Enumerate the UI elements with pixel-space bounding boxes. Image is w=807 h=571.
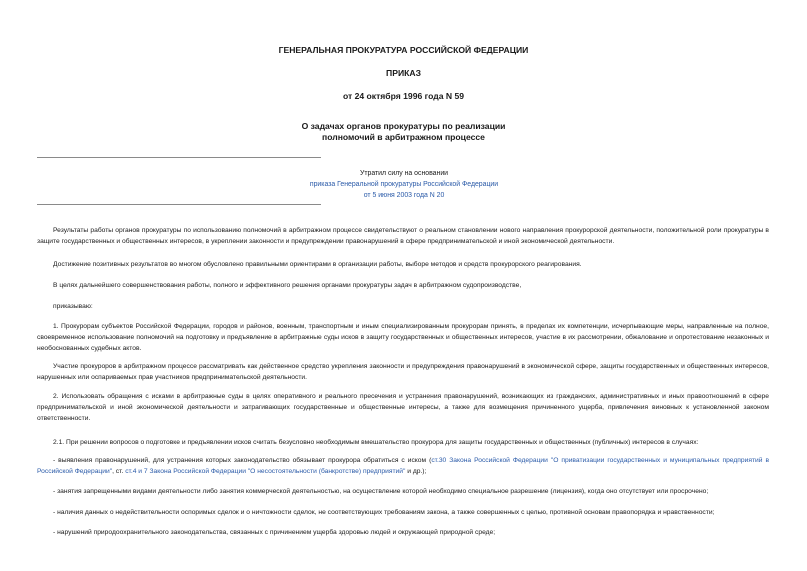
paragraph-purpose: В целях дальнейшего совершенствования работы, полного и эффективного решения органами прокуратуры задач в арбитражном судопроизводстве, [53,282,522,289]
repeal-order-link[interactable]: приказа Генеральной прокуратуры Российской Федерации [309,181,499,188]
document-date-number: от 24 октября 1996 года N 59 [342,91,465,101]
paragraph-invalid-transactions: - наличия данных о недействительности оспоримых сделок и о ничтожности сделок, не соответствующих требованиям закона, а также совершенных с целью, противной основам правопорядка и нравственности; [53,509,715,516]
org-name: ГЕНЕРАЛЬНАЯ ПРОКУРАТУРА РОССИЙСКОЙ ФЕДЕРАЦИИ [278,45,529,55]
repeal-order-date-link[interactable]: от 5 июня 2003 года N 20 [363,192,445,199]
document-type: ПРИКАЗ [386,68,421,78]
document-title-line-1: О задачах органов прокуратуры по реализации [301,121,506,131]
violations-text-c: и др.); [405,468,427,475]
paragraph-environmental: - нарушений природоохранительного законодательства, связанных с причинением ущерба здоровью людей и окружающей природной среде; [53,529,496,536]
violations-text-a: - выявления правонарушений, для устранения которых законодательство обязывает прокурора обратиться с иском ( [53,457,432,464]
paragraph-results: Результаты работы органов прокуратуры по использованию полномочий в арбитражном процессе свидетельствуют о реальном становлении нового направления прокурорской деятельности, положительной роли прокуратуры в защите государственных и общественных интересов, в укреплении законности и предупреждении правонарушений в сфере предпринимательской и иной экономической деятельности. [37,227,769,245]
paragraph-participation: Участие прокуроров в арбитражном процессе рассматривать как действенное средство укрепления законности и предупреждения правонарушений в экономической сфере, защиты государственных и общественных интересов, нарушенных или оспариваемых прав участников предпринимательской деятельности. [37,363,769,381]
paragraph-violations [37,455,769,477]
status-note-line: Утратил силу на основании [359,170,449,177]
paragraph-item-2: 2. Использовать обращения с исками в арбитражные суды в целях оперативного и реального пресечения и устранения правонарушений, возникающих из гражданских, административных и иных правоотношений в сфере предпринимательской и иной экономической деятельности и затрагивающих государственные и общественные интересы, а также для возмещения причиненного ущерба, привлечения виновных к установленной законом ответственности. [37,393,769,422]
paragraph-item-2-1: 2.1. При решении вопросов о подготовке и предъявлении исков считать безусловно необходимым вмешательство прокурора для защиты государственных и общественных (публичных) интересов в случаях: [53,439,699,446]
violations-text-b: , ст. [112,468,126,475]
divider-bottom [37,204,321,205]
privatization-law-link[interactable]: ст.30 Закона Российской Федерации "О приватизации государственных и муниципальных предприятий в Российской Федерации" [37,457,769,475]
paragraph-item-1: 1. Прокурорам субъектов Российской Федерации, городов и районов, военным, транспортным и иным специализированным прокурорам принять, в пределах их компетенции, исчерпывающие меры, направленные на полное, своевременное использование полномочий на подготовку и предъявление в арбитражные суды исков в защиту государственных и общественных интересов, участие в их рассмотрении, обжалование и опротестование незаконных и необоснованных судебных актов. [37,323,769,352]
paragraph-achievements: Достижение позитивных результатов во многом обусловлено правильными ориентирами в организации работы, выборе методов и средств прокурорского реагирования. [53,261,582,268]
paragraph-prohibited-activity: - занятия запрещенными видами деятельности либо занятия коммерческой деятельностью, на осуществление которой необходимо специальное разрешение (лицензия), когда оно отсутствует или просрочено; [53,488,709,495]
document-title-line-2: полномочий в арбитражном процессе [322,132,485,142]
bankruptcy-law-link[interactable]: ст.4 и 7 Закона Российской Федерации "О несостоятельности (банкротстве) предприятий" [125,468,406,475]
divider-top [37,157,321,158]
paragraph-order: приказываю: [53,303,93,310]
